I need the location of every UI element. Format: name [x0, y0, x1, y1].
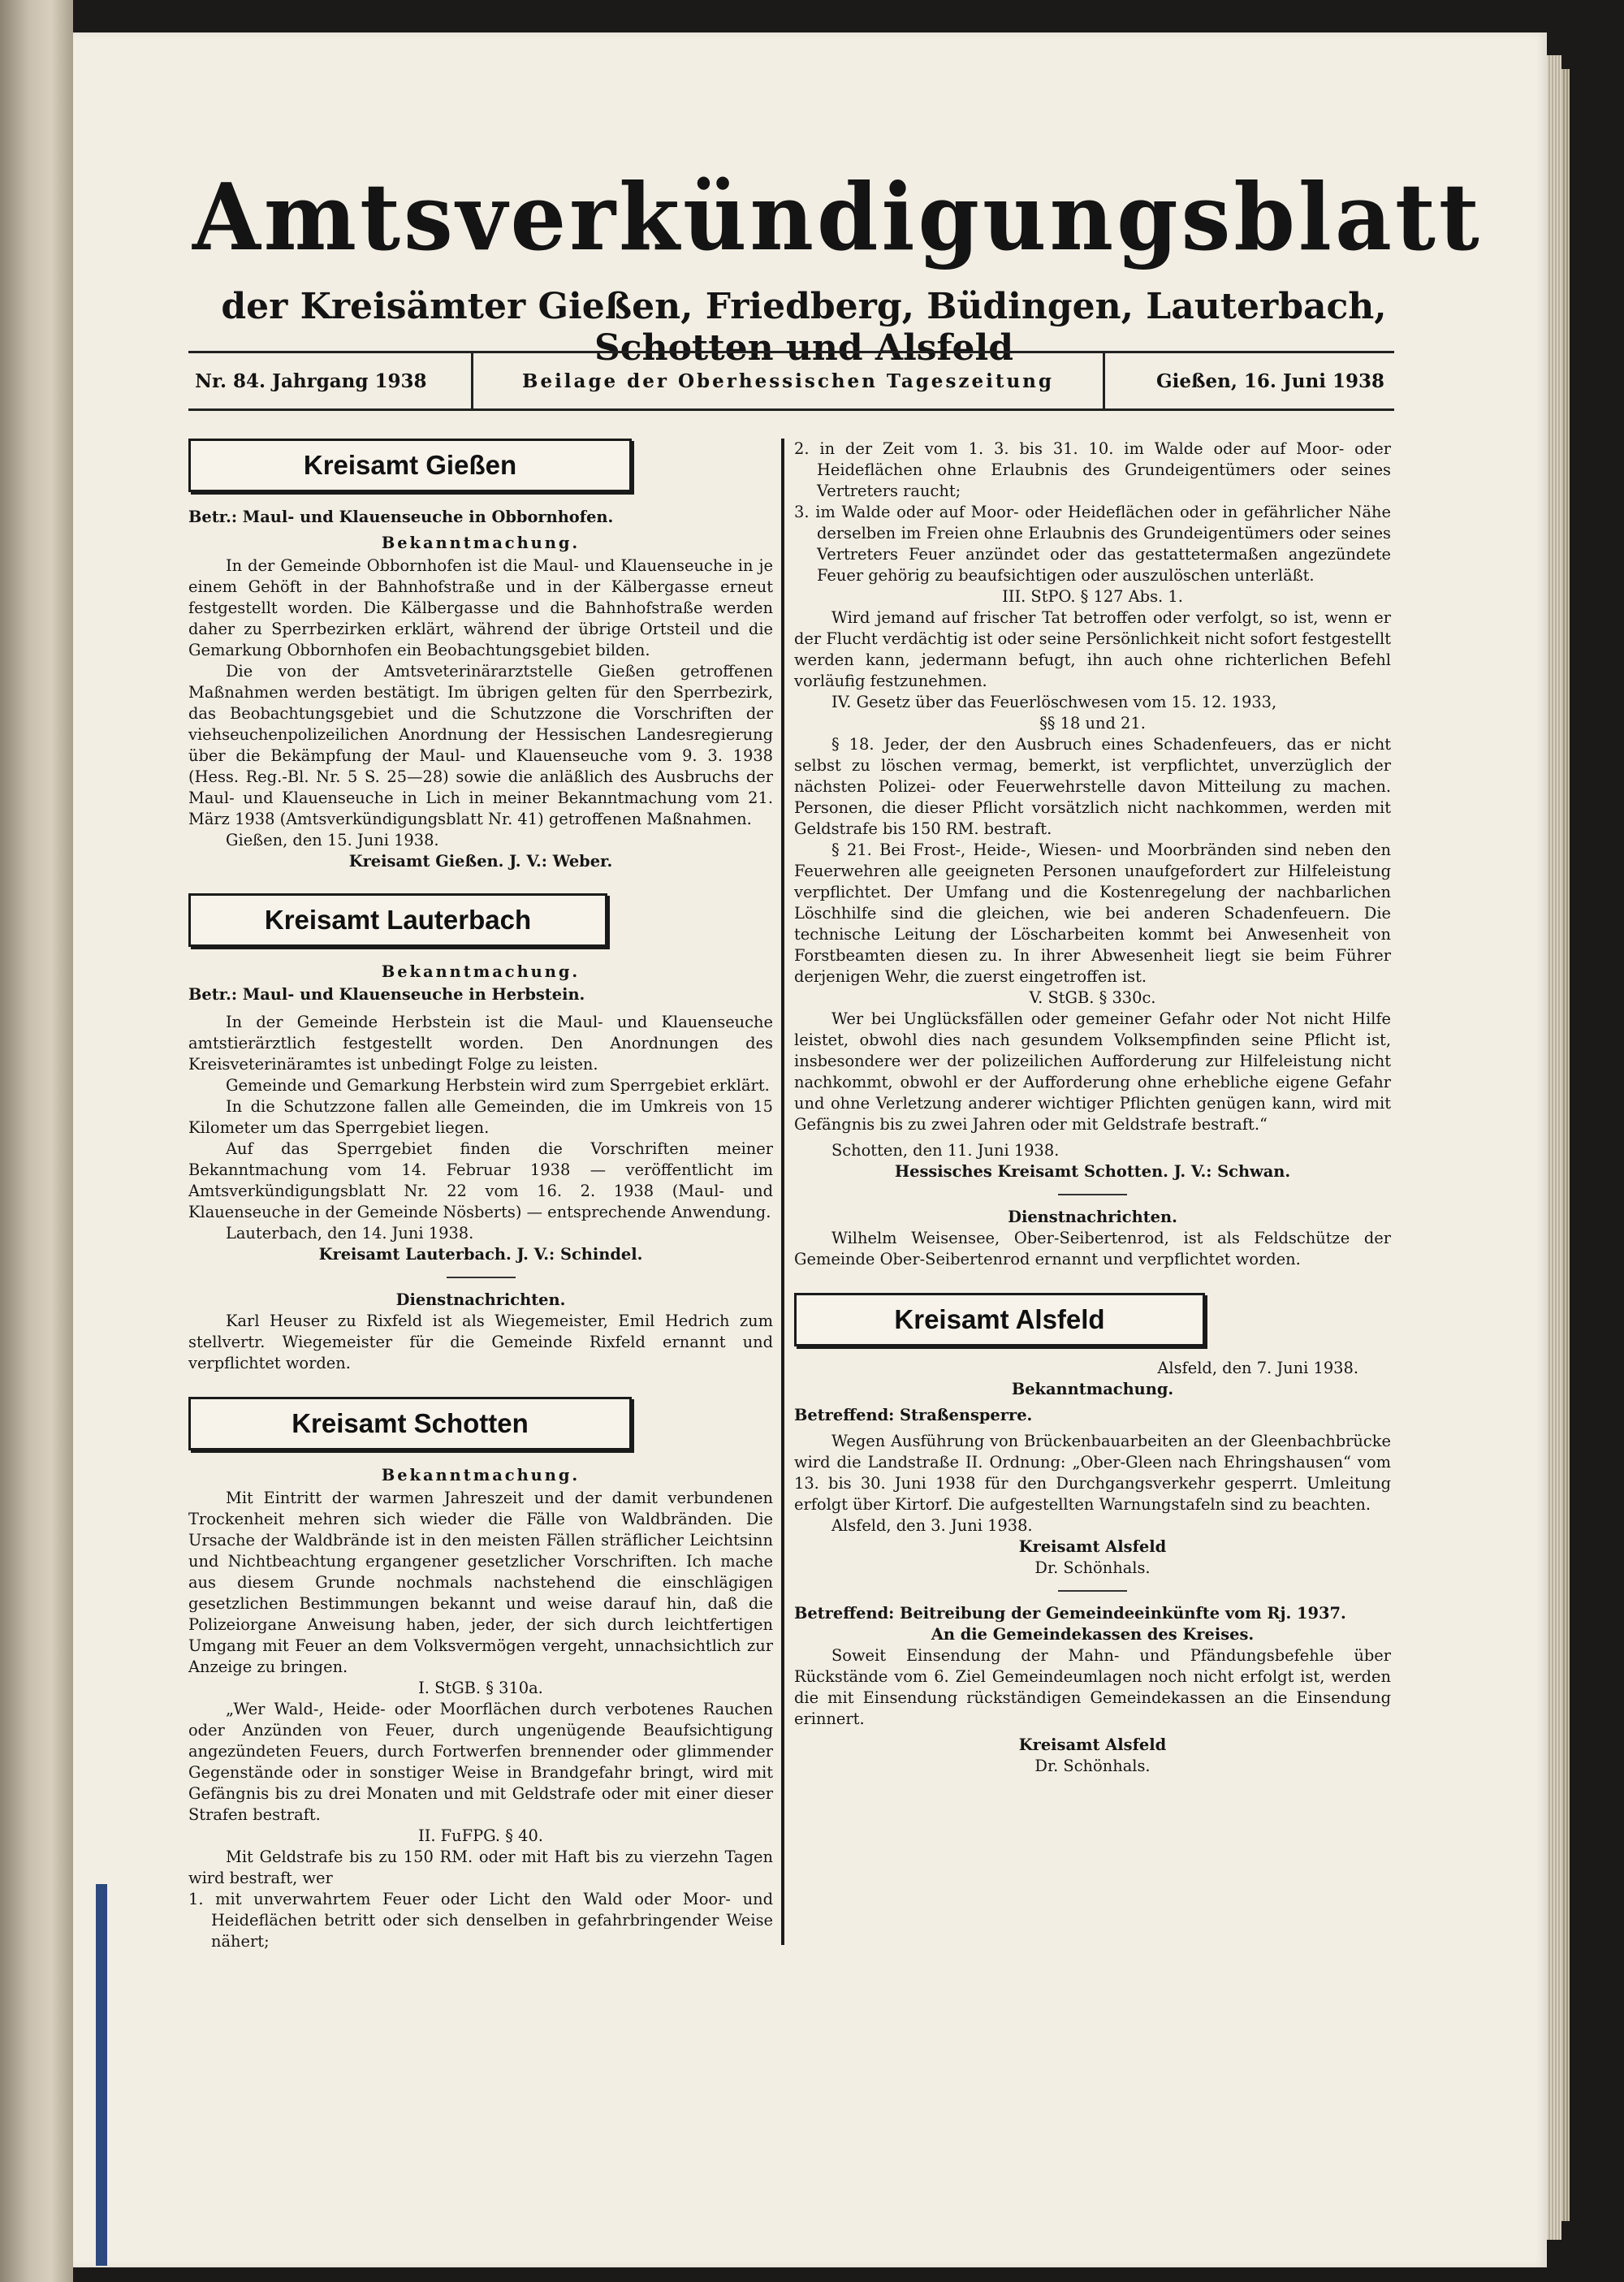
schotten-paragraph-1: Mit Eintritt der warmen Jahreszeit und der damit verbundenen Trockenheit mehren sich wieder die Fälle von Waldbränden. Die Ursache der Waldbrände ist in den meisten Fällen sträflicher Leichtsinn und Nichtbeachtung ergangener gesetzlicher Vorschriften. Ich mache aus diesem Grunde nochmals nachstehend die einschlägigen gesetzlichen Bestimmungen bekannt und weise darauf hin, daß die Polizeiorgane Anweisung haben, jeder, der sich durch leichtfertigen Umgang mit Feuer an dem Volksvermögen vergeht, unnachsichtlich zur Anzeige zu bringen. — [188, 1489, 773, 1676]
schotten-dienst-text: Wilhelm Weisensee, Ober-Seibertenrod, ist als Feldschütze der Gemeinde Ober-Seibertenrod ernannt und verpflichtet worden. — [794, 1229, 1391, 1268]
alsfeld-paragraph-2: Soweit Einsendung der Mahn- und Pfändungsbefehle über Rückstände vom 6. Ziel Gemeindeumlagen noch nicht erfolgt ist, werden die mit Einsendung rückständigen Gemeindekassen an die Einsendung erinnert. — [794, 1646, 1391, 1728]
page-stack-edge-back — [1561, 69, 1570, 2221]
giessen-date: Gießen, den 15. Juni 1938. — [226, 831, 439, 849]
lauterbach-dienst-text: Karl Heuser zu Rixfeld ist als Wiegemeister, Emil Hedrich zum stellvertr. Wiegemeister für die Gemeinde Rixfeld ernannt und verpflichtet worden. — [188, 1312, 773, 1372]
heading-kreisamt-lauterbach: Kreisamt Lauterbach — [188, 893, 607, 947]
alsfeld-date-2: Alsfeld, den 3. Juni 1938. — [831, 1516, 1033, 1535]
alsfeld-signature-2-name: Dr. Schönhals. — [1034, 1757, 1151, 1775]
schotten-law-3: III. StPO. § 127 Abs. 1. — [1002, 587, 1183, 606]
page-stack-edge — [1547, 55, 1561, 2240]
lauterbach-betr: Betr.: Maul- und Klauenseuche in Herbstein. — [188, 985, 585, 1004]
column-divider — [781, 439, 784, 1945]
masthead-subtitle: der Kreisämter Gießen, Friedberg, Büdingen, Lauterbach, Schotten und Alsfeld — [221, 286, 1387, 369]
alsfeld-signature-1-office: Kreisamt Alsfeld — [1018, 1537, 1167, 1556]
alsfeld-signature-1-name: Dr. Schönhals. — [1034, 1558, 1151, 1577]
lauterbach-bekanntmachung: Bekanntmachung. — [381, 962, 581, 981]
heading-kreisamt-giessen: Kreisamt Gießen — [188, 439, 632, 492]
giessen-paragraph-2: Die von der Amtsveterinärarztstelle Gießen getroffenen Maßnahmen werden bestätigt. Im übrigen gelten für den Sperrbezirk, das Beobachtungsgebiet und die Schutzzone die Vorschriften der viehseuchenpolizeilichen Anordnung der Hessischen Landesregierung über die Bekämpfung der Maul- und Klauenseuche vom 9. 3. 1938 (Hess. Reg.-Bl. Nr. 5 S. 25—28) sowie die anläßlich des Ausbruchs der Maul- und Klauenseuche in Lich in meiner Bekanntmachung vom 21. März 1938 (Amtsverkündigungsblatt Nr. 41) getroffenen Maßnahmen. — [188, 662, 773, 828]
schotten-law-5: V. StGB. § 330c. — [1029, 988, 1156, 1007]
issue-info-bar — [188, 351, 1394, 411]
schotten-date: Schotten, den 11. Juni 1938. — [831, 1141, 1060, 1160]
separator-rule — [1058, 1194, 1127, 1195]
schotten-paragraph-6: § 21. Bei Frost-, Heide-, Wiesen- und Moorbränden sind neben den Feuerwehren alle geeigneten Personen unaufgefordert zur Hilfeleistung verpflichtet. Der Umfang und die Kostenregelung der nachbarlichen Löschhilfe sind die gleichen, wie bei anderen Schadenfeuern. Die technische Leitung der Löscharbeiten kommt bei Anwesenheit von Forstbeamten diesen zu. In ihrer Abwesenheit liegt sie beim Führer derjenigen Wehr, die zuerst eingetroffen ist. — [794, 841, 1391, 986]
schotten-item-2: 2. in der Zeit vom 1. 3. bis 31. 10. im Walde oder auf Moor- oder Heideflächen ohne Erlaubnis des Grundeigentümers oder seines Vertreters raucht; — [794, 439, 1391, 500]
alsfeld-bekanntmachung: Bekanntmachung. — [1011, 1380, 1174, 1398]
lauterbach-dienstnachrichten: Dienstnachrichten. — [395, 1290, 566, 1309]
lauterbach-paragraph-3: In die Schutzzone fallen alle Gemeinden, die im Umkreis von 15 Kilometer um das Sperrgebiet liegen. — [188, 1097, 773, 1137]
lauterbach-paragraph-4: Auf das Sperrgebiet finden die Vorschriften meiner Bekanntmachung vom 14. Februar 1938 — veröffentlicht im Amtsverkündigungsblatt Nr. 22 vom 16. 2. 1938 (Maul- und Klauenseuche in der Gemeinde Nösberts) — entsprechende Anwendung. — [188, 1139, 773, 1221]
alsfeld-signature-2-office: Kreisamt Alsfeld — [1018, 1735, 1167, 1754]
binding-ribbon — [96, 1884, 107, 2266]
schotten-law-4: IV. Gesetz über das Feuerlöschwesen vom 15. 12. 1933, — [831, 693, 1277, 711]
schotten-paragraph-4: Wird jemand auf frischer Tat betroffen oder verfolgt, so ist, wenn er der Flucht verdächtig ist oder seine Persönlichkeit nicht sofort festgestellt werden kann, jedermann befugt, ihn auch ohne richterlichen Befehl vorläufig festzunehmen. — [794, 608, 1391, 690]
schotten-law-4-sections: §§ 18 und 21. — [1039, 714, 1146, 733]
issue-place-date: Gießen, 16. Juni 1938 — [1156, 370, 1384, 392]
supplement-label: Beilage der Oberhessischen Tageszeitung — [473, 353, 1105, 408]
masthead-title: Amtsverkündigungsblatt — [192, 163, 1483, 272]
schotten-signature: Hessisches Kreisamt Schotten. J. V.: Schwan. — [894, 1162, 1291, 1181]
schotten-item-1: 1. mit unverwahrtem Feuer oder Licht den Wald oder Moor- und Heideflächen betritt oder sich denselben in gefahrbringender Weise nähert; — [188, 1890, 773, 1951]
separator-rule — [1058, 1590, 1127, 1592]
schotten-item-3: 3. im Walde oder auf Moor- oder Heideflächen oder in gefährlicher Nähe derselben im Freien ohne Erlaubnis des Grundeigentümers oder seines Vertreters Feuer anzündet oder das gestattetermaßen angezündete Feuer gehörig zu beaufsichtigen oder auszulöschen unterläßt. — [794, 503, 1391, 585]
lauterbach-signature: Kreisamt Lauterbach. J. V.: Schindel. — [318, 1245, 643, 1264]
heading-kreisamt-alsfeld: Kreisamt Alsfeld — [794, 1293, 1205, 1346]
lauterbach-paragraph-1: In der Gemeinde Herbstein ist die Maul- und Klauenseuche amtstierärztlich festgestellt worden. Den Anordnungen des Kreisveterinäramtes ist unbedingt Folge zu leisten. — [188, 1013, 773, 1074]
left-column — [188, 439, 773, 1952]
schotten-bekanntmachung: Bekanntmachung. — [381, 1466, 581, 1485]
separator-rule — [447, 1277, 516, 1278]
left-page-edge — [0, 0, 73, 2282]
heading-kreisamt-schotten: Kreisamt Schotten — [188, 1397, 632, 1450]
alsfeld-betr: Betreffend: Straßensperre. — [794, 1406, 1033, 1424]
alsfeld-betr-2: Betreffend: Beitreibung der Gemeindeeinkünfte vom Rj. 1937. — [794, 1604, 1346, 1623]
schotten-paragraph-2: „Wer Wald-, Heide- oder Moorflächen durch verbotenes Rauchen oder Anzünden von Feuer, durch ungenügende Beaufsichtigung angezündeten Feuers, durch Fortwerfen brennender oder glimmender Gegenstände oder in sonstiger Weise in Brandgefahr bringt, wird mit Gefängnis bis zu drei Monaten und mit Geldstrafe oder mit einer dieser Strafen bestraft. — [188, 1700, 773, 1824]
issue-number: Nr. 84. Jahrgang 1938 — [188, 353, 473, 408]
right-column — [794, 439, 1391, 1777]
alsfeld-paragraph-1: Wegen Ausführung von Brückenbauarbeiten an der Gleenbachbrücke wird die Landstraße II. Ordnung: „Ober-Gleen nach Ehringshausen“ vom 13. bis 30. Juni 1938 für den Durchgangsverkehr gesperrt. Umleitung erfolgt über Kirtorf. Die aufgestellten Warnungstafeln sind zu beachten. — [794, 1432, 1391, 1514]
schotten-dienstnachrichten: Dienstnachrichten. — [1008, 1208, 1177, 1226]
schotten-paragraph-3: Mit Geldstrafe bis zu 150 RM. oder mit Haft bis zu vierzehn Tagen wird bestraft, wer — [188, 1848, 773, 1887]
giessen-betr: Betr.: Maul- und Klauenseuche in Obbornhofen. — [188, 508, 614, 526]
giessen-signature: Kreisamt Gießen. J. V.: Weber. — [348, 852, 613, 871]
giessen-paragraph-1: In der Gemeinde Obbornhofen ist die Maul- und Klauenseuche in je einem Gehöft in der Bahnhofstraße und in der Kälbergasse erneut festgestellt worden. Die Kälbergasse und die Bahnhofstraße werden daher zu Sperrbezirken erklärt, während der übrige Ortsteil und die Gemarkung Obbornhofen ein Beobachtungsgebiet bilden. — [188, 556, 773, 659]
schotten-paragraph-7: Wer bei Unglücksfällen oder gemeiner Gefahr oder Not nicht Hilfe leistet, obwohl dies nach gesundem Volksempfinden seine Pflicht ist, insbesondere wer der polizeilichen Aufforderung zur Hilfeleistung nicht nachkommt, obwohl er der Aufforderung ohne erhebliche eigene Gefahr und ohne Verletzung anderer wichtiger Pflichten genügen kann, wird mit Gefängnis bis zu zwei Jahren oder mit Geldstrafe bestraft.“ — [794, 1009, 1391, 1134]
alsfeld-date-1: Alsfeld, den 7. Juni 1938. — [1157, 1359, 1358, 1377]
schotten-law-1: I. StGB. § 310a. — [418, 1679, 543, 1697]
lauterbach-date: Lauterbach, den 14. Juni 1938. — [226, 1224, 474, 1243]
lauterbach-paragraph-2: Gemeinde und Gemarkung Herbstein wird zum Sperrgebiet erklärt. — [226, 1076, 770, 1095]
alsfeld-addressee: An die Gemeindekassen des Kreises. — [931, 1625, 1255, 1644]
schotten-paragraph-5: § 18. Jeder, der den Ausbruch eines Schadenfeuers, das er nicht selbst zu löschen vermag, bemerkt, ist verpflichtet, unverzüglich der nächsten Polizei- oder Feuerwehrstelle davon Mitteilung zu machen. Personen, die dieser Pflicht vorsätzlich nicht nachkommen, werden mit Geldstrafe bis 150 RM. bestraft. — [794, 735, 1391, 838]
giessen-bekanntmachung: Bekanntmachung. — [381, 534, 581, 552]
schotten-law-2: II. FuFPG. § 40. — [418, 1826, 543, 1845]
